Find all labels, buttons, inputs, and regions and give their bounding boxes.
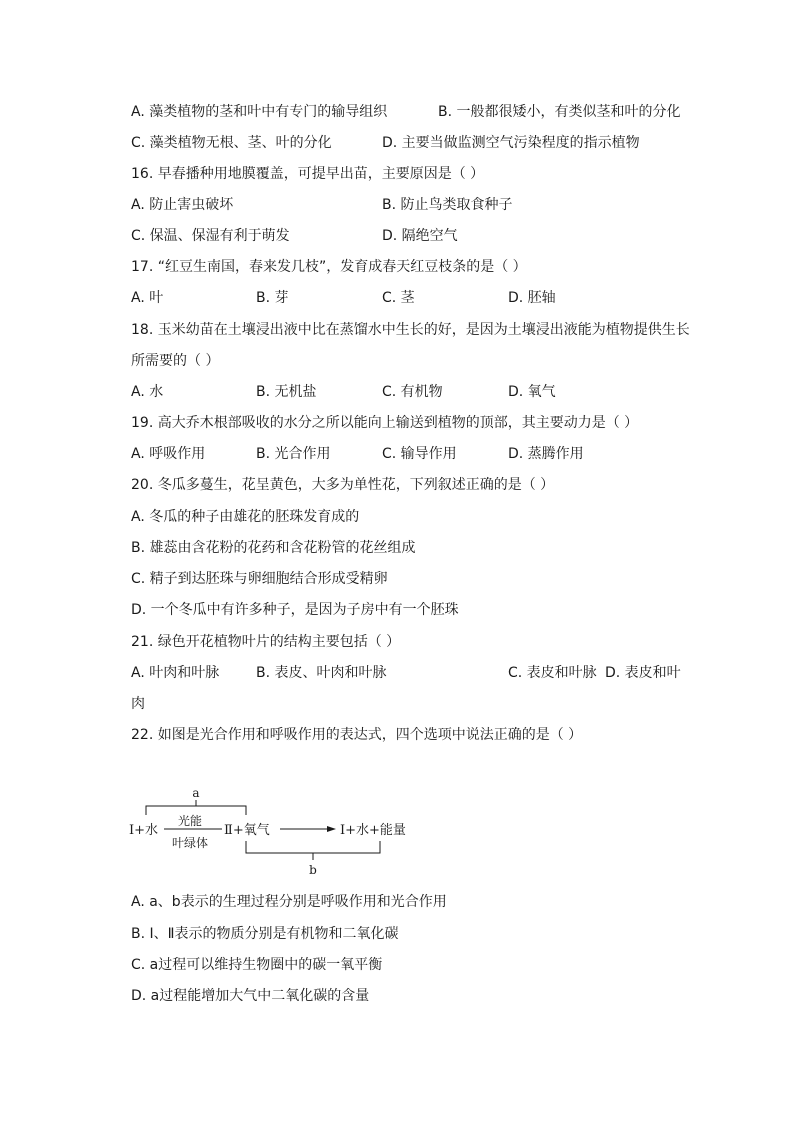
q19-stem: 19. 高大乔木根部吸收的水分之所以能向上输送到植物的顶部，其主要动力是（ ） [131, 415, 639, 431]
condition-chloroplast: 叶绿体 [171, 836, 209, 850]
q21-option-d-continued: 肉 [131, 696, 145, 712]
q21-option-b: B. 表皮、叶肉和叶脉 [256, 665, 387, 681]
q16-option-b: B. 防止鸟类取食种子 [382, 197, 513, 213]
q19-option-b: B. 光合作用 [256, 446, 331, 462]
q19-option-a: A. 呼吸作用 [131, 446, 206, 462]
q15-option-c: C. 藻类植物无根、茎、叶的分化 [131, 135, 332, 151]
q18-option-c: C. 有机物 [382, 384, 443, 400]
reactants: Ⅰ+水 [129, 823, 159, 838]
q21-option-d: D. 表皮和叶 [605, 665, 681, 681]
q17-stem: 17. “红豆生南国，春来发几枝”，发育成春天红豆枝条的是（ ） [131, 259, 527, 275]
q21-option-a: A. 叶肉和叶脉 [131, 665, 220, 681]
q19-option-c: C. 输导作用 [382, 446, 457, 462]
q21-stem: 21. 绿色开花植物叶片的结构主要包括（ ） [131, 634, 401, 650]
q22-option-b: B. Ⅰ、Ⅱ表示的物质分别是有机物和二氧化碳 [131, 926, 399, 942]
products: Ⅱ+氧气 [224, 823, 270, 838]
q20-stem: 20. 冬瓜多蔓生，花呈黄色，大多为单性花，下列叙述正确的是（ ） [131, 477, 555, 493]
q18-stem-continued: 所需要的（ ） [131, 353, 220, 369]
q22-option-d: D. a过程能增加大气中二氧化碳的含量 [131, 988, 370, 1004]
condition-light: 光能 [177, 814, 203, 828]
q16-option-d: D. 隔绝空气 [382, 228, 458, 244]
q16-option-c: C. 保温、保湿有利于萌发 [131, 228, 290, 244]
q22-stem: 22. 如图是光合作用和呼吸作用的表达式，四个选项中说法正确的是（ ） [131, 727, 583, 743]
q17-option-b: B. 芽 [256, 290, 289, 306]
q18-stem: 18. 玉米幼苗在土壤浸出液中比在蒸馏水中生长的好，是因为土壤浸出液能为植物提供生长 [131, 322, 690, 338]
respiration-products: Ⅰ+水+能量 [340, 823, 406, 838]
arrow-head [327, 826, 336, 832]
q16-stem: 16. 早春播种用地膜覆盖，可提早出苗，主要原因是（ ） [131, 166, 485, 182]
q18-option-b: B. 无机盐 [256, 384, 317, 400]
q22-option-c: C. a过程可以维持生物圈中的碳一氧平衡 [131, 957, 383, 973]
q17-option-c: C. 茎 [382, 290, 415, 306]
q20-option-b: B. 雄蕊由含花粉的花药和含花粉管的花丝组成 [131, 540, 416, 556]
q17-option-d: D. 胚轴 [508, 290, 556, 306]
photosynthesis-respiration-diagram [126, 783, 406, 881]
bracket-b [246, 841, 380, 853]
q15-option-d: D. 主要当做监测空气污染程度的指示植物 [382, 135, 640, 151]
q16-option-a: A. 防止害虫破坏 [131, 197, 234, 213]
label-a: a [192, 786, 200, 800]
q19-option-d: D. 蒸腾作用 [508, 446, 584, 462]
q21-option-c: C. 表皮和叶脉 [508, 665, 597, 681]
q20-option-a: A. 冬瓜的种子由雄花的胚珠发育成的 [131, 509, 360, 525]
q18-option-d: D. 氧气 [508, 384, 556, 400]
label-b: b [309, 863, 317, 877]
q17-option-a: A. 叶 [131, 290, 164, 306]
q20-option-c: C. 精子到达胚珠与卵细胞结合形成受精卵 [131, 571, 388, 587]
q15-option-b: B. 一般都很矮小，有类似茎和叶的分化 [438, 104, 681, 120]
q15-option-a: A. 藻类植物的茎和叶中有专门的输导组织 [131, 104, 388, 120]
q20-option-d: D. 一个冬瓜中有许多种子，是因为子房中有一个胚珠 [131, 602, 459, 618]
q18-option-a: A. 水 [131, 384, 164, 400]
q22-option-a: A. a、b表示的生理过程分别是呼吸作用和光合作用 [131, 894, 447, 910]
